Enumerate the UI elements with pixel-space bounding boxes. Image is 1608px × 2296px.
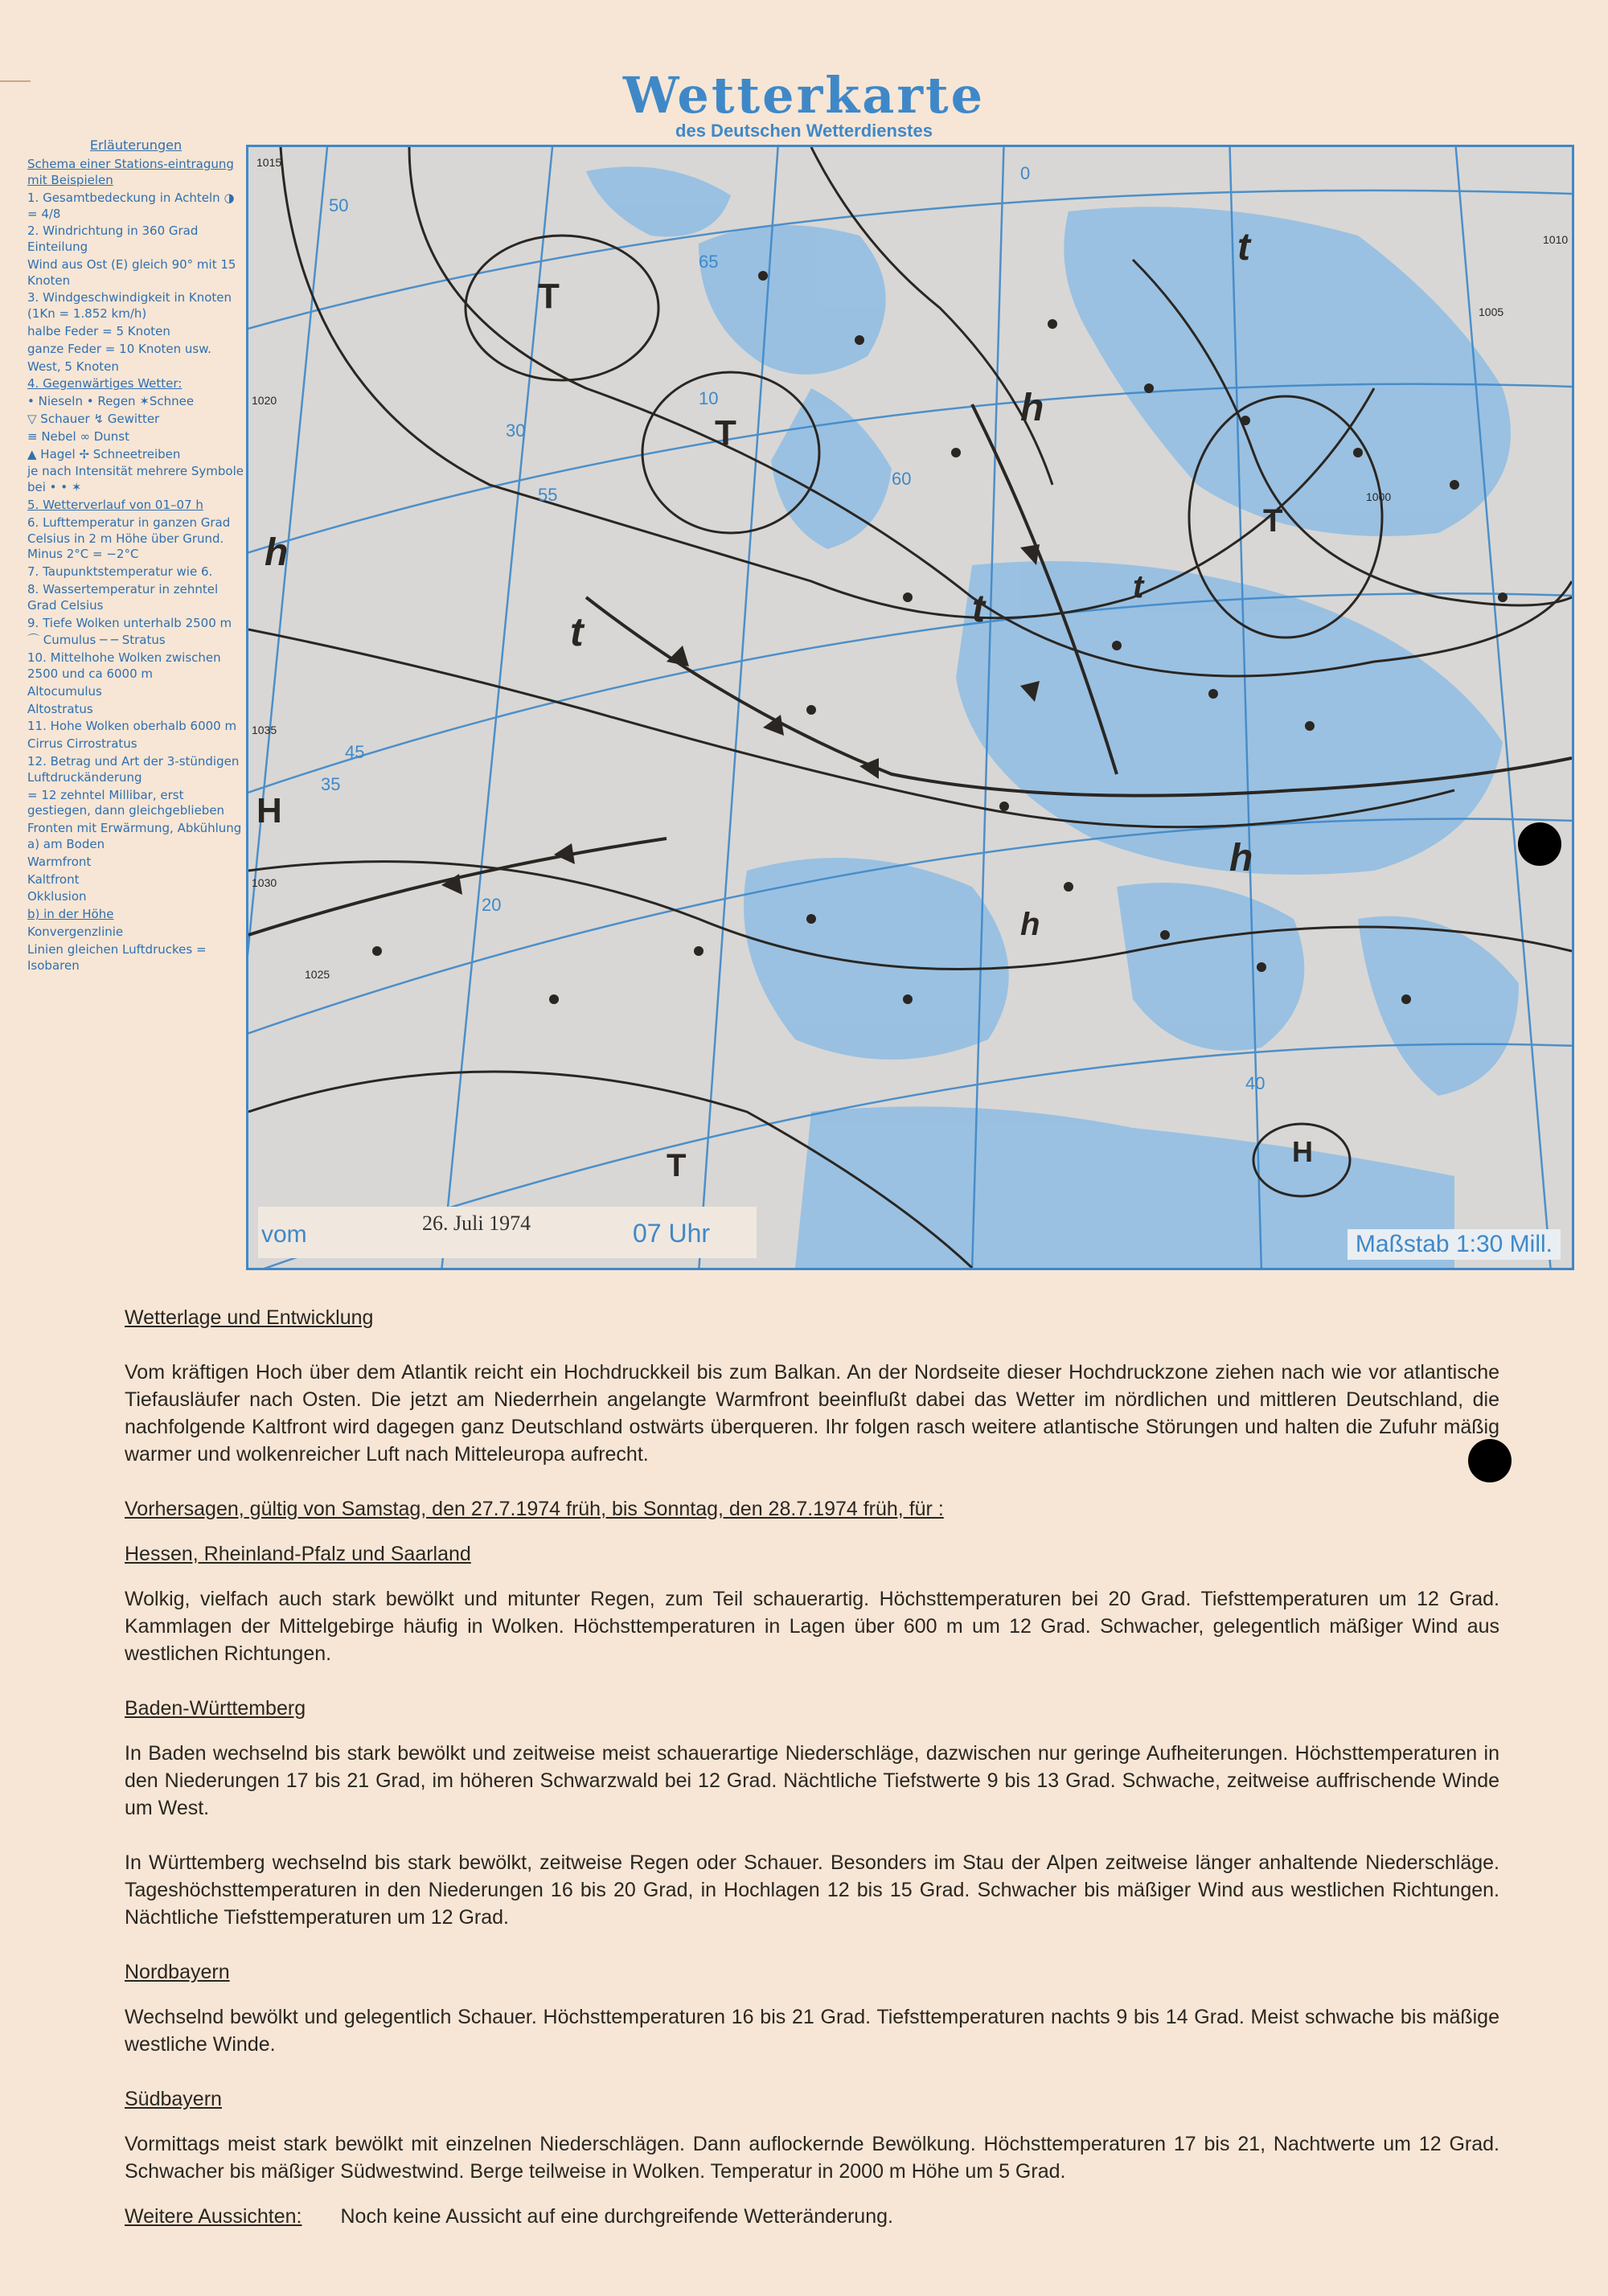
pressure-symbol: t [1237, 226, 1250, 269]
isobar-label: 1035 [252, 724, 277, 736]
legend-item: = 12 zehntel Millibar, erst gestiegen, dann gleichgeblieben [27, 787, 225, 818]
pressure-symbol: T [538, 277, 560, 316]
legend-item: 3. Windgeschwindigkeit in Knoten (1Kn = 1.852 km/h) [27, 290, 232, 322]
pressure-symbol: t [972, 588, 985, 630]
punch-hole [1518, 822, 1561, 866]
isobar-label: 1030 [252, 876, 277, 889]
grid-label: 55 [538, 485, 558, 505]
grid-label: 35 [321, 774, 341, 794]
pressure-symbol: T [1263, 503, 1283, 539]
map-date: 26. Juli 1974 [422, 1212, 531, 1235]
legend-item: Okklusion [27, 889, 87, 904]
weather-map-drawing [248, 147, 1572, 1268]
legend-item: Altocumulus [27, 683, 102, 699]
legend-item: Cirrus Cirrostratus [27, 736, 137, 752]
pressure-symbol: h [1020, 387, 1044, 429]
grid-label: 20 [482, 895, 502, 915]
page-fold-mark [0, 80, 31, 82]
region-paragraph: In Württemberg wechselnd bis stark bewölkt, zeitweise Regen oder Schauer. Besonders im Stau der Alpen zeitweise länger anhaltende Niederschläge. Tageshöchsttemperaturen in den Niederungen 16 bis 20 Grad, in Hochlagen 12 bis 15 Grad. Schwacher bis mäßiger Wind aus westlichen Richtungen. Nächtliche Tiefsttemperaturen um 12 Grad. [125, 1851, 1499, 1929]
legend-item: 2. Windrichtung in 360 Grad Einteilung [27, 223, 199, 255]
weather-map [246, 145, 1574, 1270]
region-heading: Südbayern [125, 2088, 222, 2110]
pressure-symbol: T [667, 1148, 687, 1183]
legend-item: 9. Tiefe Wolken unterhalb 2500 m [27, 615, 232, 630]
isobar-label: 1015 [256, 156, 282, 169]
map-scale: Maßstab 1:30 Mill. [1348, 1229, 1561, 1260]
legend-item: 8. Wassertemperatur in zehntel Grad Celsius [27, 582, 219, 613]
region-paragraph: Wolkig, vielfach auch stark bewölkt und mitunter Regen, zum Teil schauerartig. Höchsttemperaturen bei 20 Grad. Tiefsttemperaturen um 12 Grad. Kammlagen der Mittelgebirge häufig in Wolken. Höchsttemperaturen in Lagen über 600 m um 12 Grad. Schwacher, gelegentlich mäßiger Wind aus westlichen Richtungen. [125, 1588, 1499, 1665]
region-paragraph: Wechselnd bewölkt und gelegentlich Schauer. Höchsttemperaturen 16 bis 21 Grad. Tiefsttemperaturen nachts 9 bis 14 Grad. Meist schwache bis mäßige westliche Winde. [125, 2006, 1499, 2056]
map-vom-label: vom [261, 1221, 307, 1248]
legend-item: Altostratus [27, 701, 93, 716]
legend-item: Fronten mit Erwärmung, Abkühlung a) am Boden [27, 821, 242, 851]
pressure-symbol: t [570, 609, 584, 654]
legend-item: b) in der Höhe [27, 907, 114, 922]
legend-item: ⌒ Cumulus ─ ─ Stratus [27, 633, 166, 648]
grid-label: 60 [892, 469, 912, 489]
legend-item: West, 5 Knoten [27, 359, 119, 374]
section-paragraph: Vom kräftigen Hoch über dem Atlantik reicht ein Hochdruckkeil bis zum Balkan. An der Nordseite dieser Hochdruckzone ziehen nach wie vor atlantische Tiefausläufer nach Osten. Die jetzt am Niederrhein angelangte Warmfront beeinflußt dabei das Wetter im nördlichen und mittleren Deutschland, die nachfolgende Kaltfront wird dagegen ganz Deutschland ostwärts überqueren. Ihr folgen rasch weitere atlantische Störungen und halten die Zufuhr mäßig warmer und wolkenreicher Luft nach Mitteleuropa aufrecht. [125, 1361, 1499, 1466]
map-time: 07 Uhr [633, 1219, 711, 1248]
forecast-heading: Vorhersagen, gültig von Samstag, den 27.7.1974 früh, bis Sonntag, den 28.7.1974 früh, für : [125, 1498, 944, 1520]
pressure-symbol: H [256, 791, 282, 830]
isobar-label: 1010 [1543, 233, 1569, 246]
further-outlook-title: Weitere Aussichten: [125, 2205, 302, 2228]
legend-item: ganze Feder = 10 Knoten usw. [27, 341, 211, 356]
legend-item: 11. Hohe Wolken oberhalb 6000 m [27, 719, 237, 734]
grid-label: 10 [699, 388, 719, 408]
region-paragraph: In Baden wechselnd bis stark bewölkt und zeitweise meist schauerartige Niederschläge, dazwischen nur geringe Aufheiterungen. Höchsttemperaturen in den Niederungen 17 bis 21 Grad, im höheren Schwarzwald bei 12 Grad. Nächtliche Tiefstwerte 9 bis 13 Grad. Schwache, zeitweise auffrischende Winde um West. [125, 1742, 1499, 1819]
legend-item: Kaltfront [27, 871, 80, 887]
legend-item: je nach Intensität mehrere Symbole bei • • ✶ [27, 464, 244, 495]
pressure-symbol: T [715, 413, 736, 453]
region-heading: Baden-Württemberg [125, 1697, 306, 1720]
pressure-symbol: h [265, 531, 289, 574]
land-areas [586, 166, 1519, 1268]
page-title: Wetterkarte [622, 66, 986, 125]
isobar-label: 1025 [305, 968, 330, 981]
legend-item: Linien gleichen Luftdruckes = Isobaren [27, 941, 207, 973]
grid-label: 65 [699, 252, 719, 272]
grid-label: 30 [506, 420, 526, 441]
front-symbols [441, 544, 1040, 895]
legend-item: 4. Gegenwärtiges Wetter: [27, 376, 183, 392]
isobar-label: 1005 [1479, 305, 1504, 318]
legend-item: • Nieseln • Regen ✶Schnee [27, 394, 195, 409]
forecast-text [125, 1304, 1499, 2230]
legend-item: 5. Wetterverlauf von 01–07 h [27, 498, 203, 513]
pressure-symbol: H [1292, 1135, 1313, 1168]
isobar-label: 1000 [1366, 490, 1392, 503]
legend-heading: Erläuterungen [89, 137, 183, 153]
region-heading: Nordbayern [125, 1961, 230, 1983]
legend-item: Schema einer Stations-eintragung mit Beispielen [27, 157, 234, 187]
legend-item: 6. Lufttemperatur in ganzen Grad Celsius in 2 m Höhe über Grund. Minus 2°C = −2°C [27, 515, 231, 562]
isobar-label: 1020 [252, 394, 277, 407]
grid-label: 45 [345, 742, 365, 762]
section-heading: Wetterlage und Entwicklung [125, 1306, 374, 1329]
legend-item: 12. Betrag und Art der 3-stündigen Luftdruckänderung [27, 754, 240, 785]
further-outlook [125, 2203, 1499, 2230]
legend-item: Wind aus Ost (E) gleich 90° mit 15 Knoten [27, 256, 236, 288]
further-outlook-text: Noch keine Aussicht auf eine durchgreifende Wetteränderung. [340, 2205, 893, 2228]
legend-item: ≡ Nebel ∞ Dunst [27, 428, 129, 444]
legend-item: 1. Gesamtbedeckung in Achteln ◑ = 4/8 [27, 190, 235, 221]
legend-item: Warmfront [27, 854, 92, 869]
legend-item: ▽ Schauer ↯ Gewitter [27, 412, 160, 427]
legend-panel [27, 137, 244, 975]
page-subtitle: des Deutschen Wetterdienstes [675, 121, 933, 141]
grid-label: 40 [1245, 1073, 1265, 1093]
legend-item: 7. Taupunktstemperatur wie 6. [27, 564, 213, 580]
pressure-symbol: h [1020, 907, 1040, 942]
legend-item: 10. Mittelhohe Wolken zwischen 2500 und ca 6000 m [27, 650, 221, 682]
grid-label: 50 [329, 195, 349, 215]
legend-item: ▲ Hagel ✢ Schneetreiben [27, 446, 181, 461]
legend-item: halbe Feder = 5 Knoten [27, 324, 170, 339]
pressure-symbol: t [1133, 569, 1144, 605]
pressure-symbol: h [1229, 837, 1253, 879]
legend-item: Konvergenzlinie [27, 924, 124, 939]
region-heading: Hessen, Rheinland-Pfalz und Saarland [125, 1543, 471, 1565]
region-paragraph: Vormittags meist stark bewölkt mit einzelnen Niederschlägen. Dann auflockernde Bewölkung. Höchsttemperaturen 17 bis 21, Nachtwerte um 12 Grad. Schwacher bis mäßiger Südwestwind. Berge teilweise in Wolken. Temperatur in 2000 m Höhe um 5 Grad. [125, 2133, 1499, 2183]
grid-label: 0 [1020, 163, 1031, 183]
